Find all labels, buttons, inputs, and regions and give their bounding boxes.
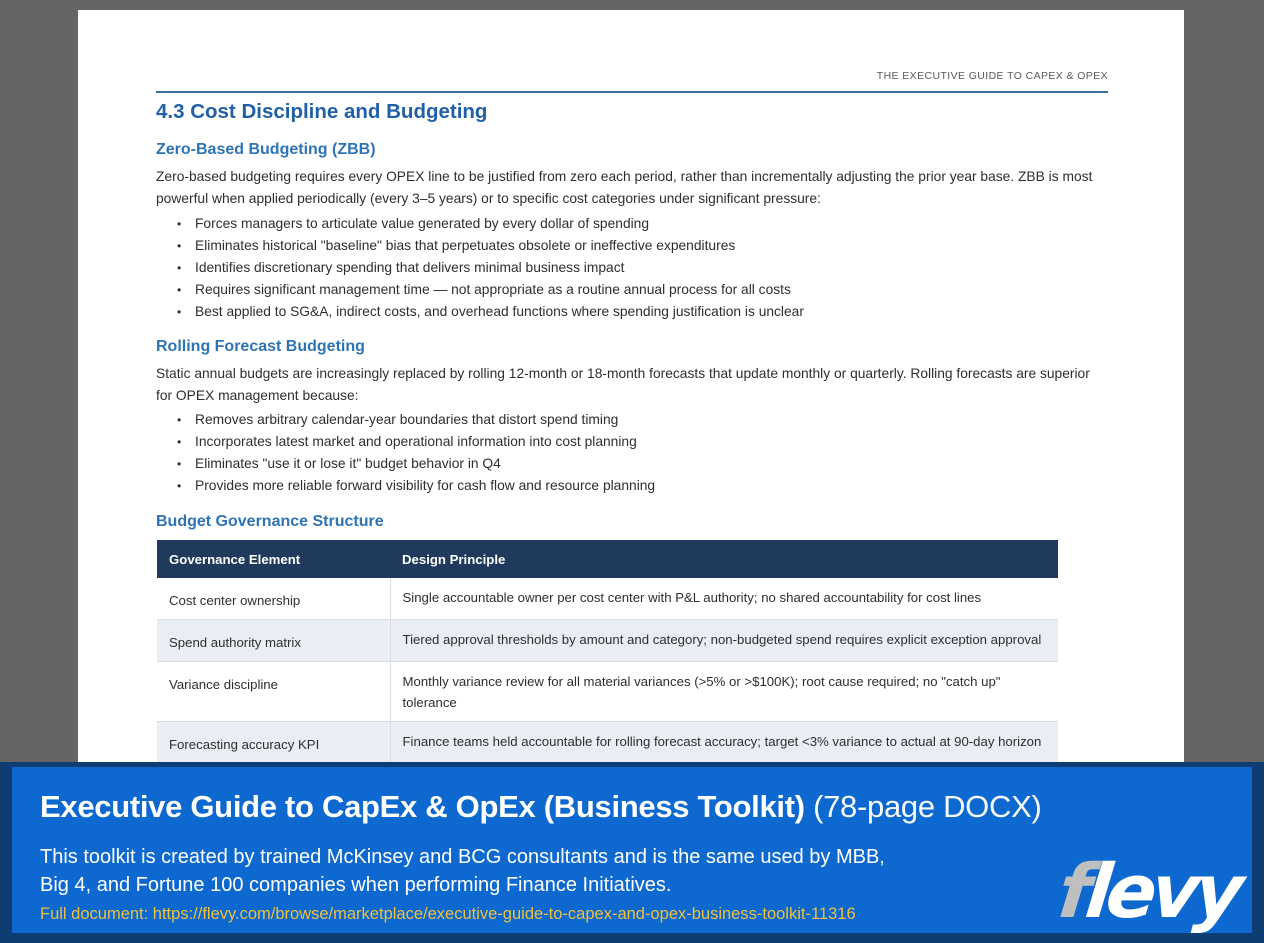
table-row	[157, 722, 1058, 764]
section-title: 4.3 Cost Discipline and Budgeting	[156, 100, 488, 123]
bullet-icon: •	[177, 457, 182, 471]
rolling-paragraph: Static annual budgets are increasingly replaced by rolling 12-month or 18-month forecasts that update monthly or quarterly. Rolling forecasts are superior for OPEX management because:	[156, 366, 1090, 403]
column-header-governance-element: Governance Element	[157, 540, 390, 578]
list-item	[156, 213, 1096, 235]
bullet-icon: •	[177, 283, 182, 297]
list-item	[156, 279, 1096, 301]
bullet-text: Provides more reliable forward visibility for cash flow and resource planning	[195, 478, 656, 493]
list-item	[156, 257, 1096, 279]
bullet-text: Best applied to SG&A, indirect costs, and overhead functions where spending justification is unclear	[195, 304, 804, 319]
full-document-link[interactable]: Full document: https://flevy.com/browse/marketplace/executive-guide-to-capex-and-opex-business-toolkit-11316	[40, 905, 856, 923]
banner-title	[40, 789, 1041, 825]
promo-banner-inner	[12, 767, 1252, 933]
bullet-text: Eliminates historical "baseline" bias that perpetuates obsolete or ineffective expenditures	[195, 238, 736, 253]
column-header-design-principle: Design Principle	[390, 540, 1058, 578]
bullet-text: Forces managers to articulate value generated by every dollar of spending	[195, 216, 650, 231]
promo-banner	[0, 762, 1264, 943]
table-cell: Single accountable owner per cost center with P&L authority; no shared accountability for cost lines	[390, 578, 1058, 620]
bullet-text: Requires significant management time — not appropriate as a routine annual process for all costs	[195, 282, 791, 297]
zbb-heading: Zero-Based Budgeting (ZBB)	[156, 141, 376, 158]
banner-description	[40, 843, 885, 899]
list-item	[156, 301, 1096, 323]
banner-title-main: Executive Guide to CapEx & OpEx (Business Toolkit)	[40, 789, 805, 824]
bullet-text: Removes arbitrary calendar-year boundaries that distort spend timing	[195, 412, 619, 427]
bullet-icon: •	[177, 435, 182, 449]
flevy-logo-f: f	[1054, 849, 1091, 935]
table-cell: Finance teams held accountable for rolling forecast accuracy; target <3% variance to actual at 90-day horizon	[390, 722, 1058, 764]
bullet-icon: •	[177, 239, 182, 253]
bullet-icon: •	[177, 217, 182, 231]
table-cell: Monthly variance review for all material variances (>5% or >$100K); root cause required; no "catch up" tolerance	[390, 662, 1058, 722]
rolling-heading: Rolling Forecast Budgeting	[156, 338, 365, 355]
bullet-icon: •	[177, 413, 182, 427]
header-rule	[156, 91, 1108, 93]
table-row	[157, 578, 1058, 620]
bullet-text: Eliminates "use it or lose it" budget behavior in Q4	[195, 456, 501, 471]
governance-heading: Budget Governance Structure	[156, 513, 384, 530]
bullet-icon: •	[177, 479, 182, 493]
table-cell: Cost center ownership	[157, 578, 390, 620]
table-header-row	[157, 540, 1058, 578]
bullet-text: Identifies discretionary spending that delivers minimal business impact	[195, 260, 625, 275]
rolling-bullet-list	[156, 409, 1096, 497]
running-header: THE EXECUTIVE GUIDE TO CAPEX & OPEX	[876, 70, 1108, 82]
list-item	[156, 475, 1096, 497]
list-item	[156, 431, 1096, 453]
banner-title-format: (78-page DOCX)	[804, 789, 1042, 824]
list-item	[156, 453, 1096, 475]
bullet-icon: •	[177, 305, 182, 319]
flevy-logo	[1054, 849, 1243, 935]
table-cell: Tiered approval thresholds by amount and category; non-budgeted spend requires explicit exception approval	[390, 620, 1058, 662]
list-item	[156, 409, 1096, 431]
banner-description-line2: Big 4, and Fortune 100 companies when performing Finance Initiatives.	[40, 874, 672, 896]
bullet-icon: •	[177, 261, 182, 275]
zbb-paragraph: Zero-based budgeting requires every OPEX line to be justified from zero each period, rather than incrementally adjusting the prior year base. ZBB is most powerful when applied periodically (every 3–5 years) or to specific cost categories under significant pressure:	[156, 169, 1093, 206]
table-row	[157, 662, 1058, 722]
table-cell: Spend authority matrix	[157, 620, 390, 662]
table-row	[157, 620, 1058, 662]
governance-table	[157, 540, 1058, 764]
banner-description-line1: This toolkit is created by trained McKinsey and BCG consultants and is the same used by MBB,	[40, 846, 885, 868]
table-cell: Variance discipline	[157, 662, 390, 722]
list-item	[156, 235, 1096, 257]
zbb-bullet-list	[156, 213, 1096, 323]
table-cell: Forecasting accuracy KPI	[157, 722, 390, 764]
flevy-logo-levy: levy	[1081, 849, 1243, 935]
bullet-text: Incorporates latest market and operational information into cost planning	[195, 434, 637, 449]
